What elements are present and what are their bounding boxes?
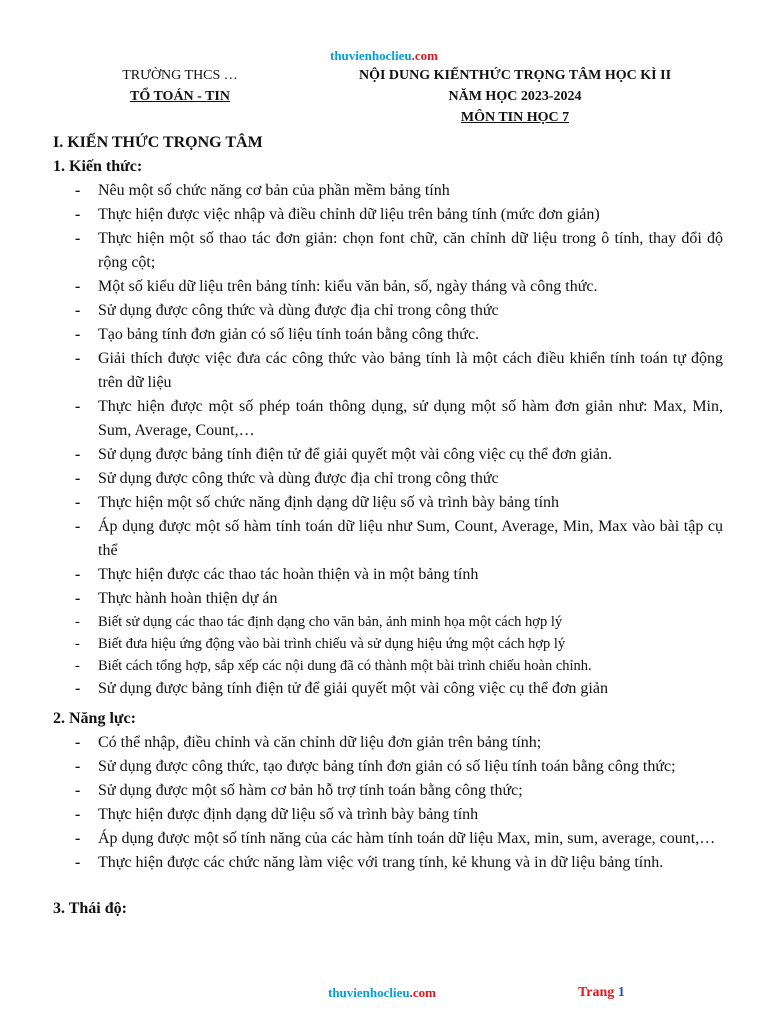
list-item: - Sử dụng được một số hàm cơ bản hỗ trợ tính toán bằng công thức; [53, 779, 723, 803]
main-content [53, 131, 723, 921]
list-item: - Thực hành hoàn thiện dự án [53, 587, 723, 611]
page-number [578, 985, 625, 1001]
competency-heading: 2. Năng lực: [53, 710, 136, 727]
list-item: - Sử dụng được công thức và dùng được địa chỉ trong công thức [53, 299, 723, 323]
list-item: - Áp dụng được một số tính năng của các hàm tính toán dữ liệu Max, min, sum, average, count,… [53, 827, 723, 851]
list-item: - Giải thích được việc đưa các công thức vào bảng tính là một cách điều khiển tính toán tự động trên dữ liệu [53, 347, 723, 395]
list-item: - Thực hiện được việc nhập và điều chỉnh dữ liệu trên bảng tính (mức đơn giản) [53, 203, 723, 227]
list-item: - Một số kiểu dữ liệu trên bảng tính: kiểu văn bản, số, ngày tháng và công thức. [53, 275, 723, 299]
list-item: - Biết đưa hiệu ứng động vào bài trình chiếu và sử dụng hiệu ứng một cách hợp lý [53, 633, 723, 655]
footer-brand-domain: .com [409, 985, 436, 1000]
list-item: - Có thể nhập, điều chỉnh và căn chỉnh dữ liệu đơn giản trên bảng tính; [53, 731, 723, 755]
competency-list [53, 731, 723, 875]
list-item: - Áp dụng được một số hàm tính toán dữ liệu như Sum, Count, Average, Min, Max vào bài tập cụ thể [53, 515, 723, 563]
department-name: TỔ TOÁN - TIN [130, 89, 230, 104]
list-item: - Biết cách tổng hợp, sắp xếp các nội dung đã có thành một bài trình chiếu hoàn chỉnh. [53, 655, 723, 677]
school-name: TRƯỜNG THCS … [122, 68, 238, 83]
footer-watermark-link[interactable] [328, 985, 436, 1001]
page-number-value: 1 [617, 985, 625, 1000]
knowledge-list [53, 179, 723, 701]
list-item: - Thực hiện được các chức năng làm việc với trang tính, kẻ khung và in dữ liệu bảng tính. [53, 851, 723, 875]
knowledge-heading: 1. Kiến thức: [53, 158, 143, 175]
list-item: - Nêu một số chức năng cơ bản của phần mềm bảng tính [53, 179, 723, 203]
section-title: I. KIẾN THỨC TRỌNG TÂM [53, 134, 263, 151]
list-item: - Sử dụng được công thức và dùng được địa chỉ trong công thức [53, 467, 723, 491]
footer-brand-name: thuvienhoclieu [328, 985, 410, 1000]
list-item: - Thực hiện được một số phép toán thông dụng, sử dụng một số hàm đơn giản như: Max, Min, Sum, Average, Count,… [53, 395, 723, 443]
document-title: NỘI DUNG KIẾNTHỨC TRỌNG TÂM HỌC KÌ II [358, 68, 672, 83]
list-item: - Thực hiện được định dạng dữ liệu số và trình bày bảng tính [53, 803, 723, 827]
attitude-heading: 3. Thái độ: [53, 900, 127, 917]
page-label: Trang [578, 985, 615, 1000]
list-item: - Tạo bảng tính đơn giản có số liệu tính toán bằng công thức. [53, 323, 723, 347]
subject-name: MÔN TIN HỌC 7 [460, 110, 570, 125]
list-item: - Thực hiện một số chức năng định dạng dữ liệu số và trình bày bảng tính [53, 491, 723, 515]
school-year: NĂM HỌC 2023-2024 [448, 89, 582, 104]
school-block [100, 65, 260, 107]
list-item: - Biết sử dụng các thao tác định dạng cho văn bản, ảnh minh họa một cách hợp lý [53, 611, 723, 633]
list-item: - Sử dụng được công thức, tạo được bảng tính đơn giản có số liệu tính toán bằng công thức; [53, 755, 723, 779]
list-item: - Sử dụng được bảng tính điện tử để giải quyết một vài công việc cụ thể đơn giản [53, 677, 723, 701]
header-watermark-link[interactable] [0, 48, 768, 64]
brand-name: thuvienhoclieu [330, 48, 412, 63]
list-item: - Sử dụng được bảng tính điện tử để giải quyết một vài công việc cụ thể đơn giản. [53, 443, 723, 467]
document-title-block [320, 65, 710, 128]
list-item: - Thực hiện được các thao tác hoàn thiện và in một bảng tính [53, 563, 723, 587]
list-item: - Thực hiện một số thao tác đơn giản: chọn font chữ, căn chỉnh dữ liệu trong ô tính, thay đổi độ rộng cột; [53, 227, 723, 275]
brand-domain: .com [411, 48, 438, 63]
